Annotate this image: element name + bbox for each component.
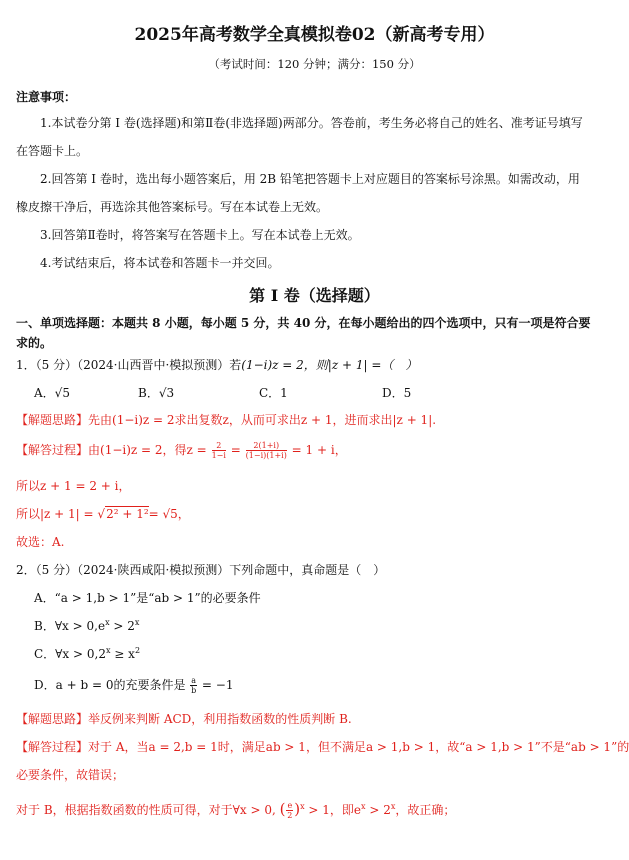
line-3-sup-3: x — [390, 802, 396, 811]
question-2-option-d — [34, 676, 233, 695]
idea-tag: 【解题思路】 — [16, 413, 89, 427]
option-a-label: A． — [34, 386, 55, 400]
question-2-process-line-1 — [16, 738, 629, 755]
line-3-end: ，故正确； — [395, 803, 456, 817]
option-d-fraction — [190, 676, 197, 695]
process-line-1-text: 对于 A，当a = 2,b = 1时，满足ab > 1，但不满足a > 1,b > 1，故“a > 1,b > 1”不是“ab > 1”的 — [88, 740, 629, 754]
process-text-2: = 1 + i， — [291, 443, 347, 457]
question-1-stem — [16, 356, 417, 373]
question-1-math: (1−i)z = 2，则|z + 1| =（ ） — [241, 358, 418, 372]
line-3-sup: x — [300, 802, 305, 811]
notice-item-4: 4.考试结束后，将本试卷和答题卡一并交回。 — [40, 256, 280, 270]
idea-text: 举反例来判断 ACD，利用指数函数的性质判断 B. — [88, 712, 352, 726]
fraction-1-den: 1−i — [211, 451, 226, 460]
option-c-pre: C．∀x > 0,2 — [34, 647, 106, 661]
option-b-mid: > 2 — [109, 619, 135, 633]
notice-item-3: 3.回答第Ⅱ卷时，将答案写在答题卡上。写在本试卷上无效。 — [40, 228, 360, 242]
line-3-post-2: > 2 — [365, 803, 391, 817]
option-d-post: = −1 — [201, 678, 234, 692]
notice-item-2-line-2: 橡皮擦干净后，再选涂其他答案标号。写在本试卷上无效。 — [16, 200, 329, 214]
line-3-fraction — [286, 801, 293, 820]
question-1-option-d: D．5 — [382, 386, 412, 400]
page-title: 2025年高考数学全真模拟卷02（新高考专用） — [134, 25, 495, 45]
question-2-option-b — [34, 617, 139, 634]
fraction-1 — [212, 441, 226, 460]
fraction-2-den: (1−i)(1+i) — [245, 451, 287, 460]
idea-text: 先由(1−i)z = 2求出复数z，从而可求出z + 1，进而求出|z + 1|. — [88, 413, 437, 427]
idea-tag: 【解题思路】 — [16, 712, 89, 726]
step-3-a: 所以|z + 1| = √ — [16, 507, 106, 521]
option-d-pre: D．a + b = 0的充要条件是 — [34, 678, 186, 692]
question-2-process-line-2: 必要条件，故错误； — [16, 768, 125, 782]
question-2-process-line-3 — [16, 800, 455, 820]
question-2-option-a: A．“a > 1,b > 1”是“ab > 1”的必要条件 — [34, 591, 261, 605]
section-title: 第 I 卷（选择题） — [249, 286, 380, 305]
notice-item-2-line-1: 2.回答第 I 卷时，选出每小题答案后，用 2B 铅笔把答题卡上对应题目的答案标号涂黑。如需改动，用 — [40, 172, 580, 186]
paren-open: ( — [279, 800, 286, 818]
option-a-value: √5 — [54, 386, 70, 400]
process-tag: 【解答过程】 — [16, 443, 89, 457]
option-c-sup-2: 2 — [134, 646, 141, 655]
option-b-value: √3 — [158, 386, 175, 400]
question-1-step-3 — [16, 505, 190, 522]
step-3-radicand: 2² + 1² — [106, 507, 149, 521]
fraction-2 — [246, 441, 287, 460]
notice-item-1-line-1: 1.本试卷分第 I 卷(选择题)和第Ⅱ卷(非选择题)两部分。答卷前，考生务必将自己的姓名、准考证号填写 — [40, 116, 583, 130]
notice-item-1-line-2: 在答题卡上。 — [16, 144, 89, 158]
option-d-den: b — [191, 686, 197, 695]
option-b-sup-2: x — [134, 618, 140, 627]
option-c-mid: ≥ x — [110, 647, 135, 661]
question-1-prefix: 1．（5 分）（2024·山西晋中·模拟预测）若 — [16, 358, 242, 372]
option-d-num: a — [191, 676, 197, 685]
question-1-option-b — [138, 384, 174, 401]
question-1-idea — [16, 411, 436, 428]
section-desc-line-1: 一、单项选择题：本题共 8 小题，每小题 5 分，共 40 分，在每小题给出的四个选项中，只有一项是符合要 — [16, 316, 591, 330]
section-desc-line-2: 求的。 — [16, 336, 53, 350]
fraction-1-num: 2 — [212, 441, 226, 451]
process-tag: 【解答过程】 — [16, 740, 89, 754]
option-b-label: B． — [138, 386, 159, 400]
question-1-process — [16, 441, 347, 460]
line-3-post: > 1，即e — [308, 803, 362, 817]
question-2-idea — [16, 710, 352, 727]
line-3-sup-2: x — [361, 802, 366, 811]
question-2-option-c — [34, 645, 140, 662]
option-c-sup-1: x — [105, 646, 111, 655]
line-3-den: 2 — [287, 811, 293, 820]
fraction-2-num: 2(1+i) — [246, 441, 287, 451]
question-1-option-c: C．1 — [259, 386, 288, 400]
question-2-stem: 2．（5 分）（2024·陕西咸阳·模拟预测）下列命题中，真命题是（ ） — [16, 563, 386, 577]
question-1-answer: 故选：A. — [16, 535, 65, 549]
paren-close: ) — [294, 800, 301, 818]
option-b-pre: B．∀x > 0,e — [34, 619, 106, 633]
line-3-num: e — [287, 801, 293, 810]
notice-heading: 注意事项： — [16, 90, 77, 104]
equals-sign: = — [230, 443, 241, 457]
line-3-pre: 对于 B，根据指数函数的性质可得，对于∀x > 0, — [16, 803, 276, 817]
exam-subtitle: （考试时间：120 分钟；满分：150 分） — [208, 57, 421, 71]
question-1-step-2: 所以z + 1 = 2 + i， — [16, 479, 131, 493]
question-1-option-a — [34, 384, 70, 401]
process-text-1: 由(1−i)z = 2，得z = — [88, 443, 207, 457]
option-b-sup-1: x — [105, 618, 110, 627]
step-3-b: = √5， — [148, 507, 190, 521]
